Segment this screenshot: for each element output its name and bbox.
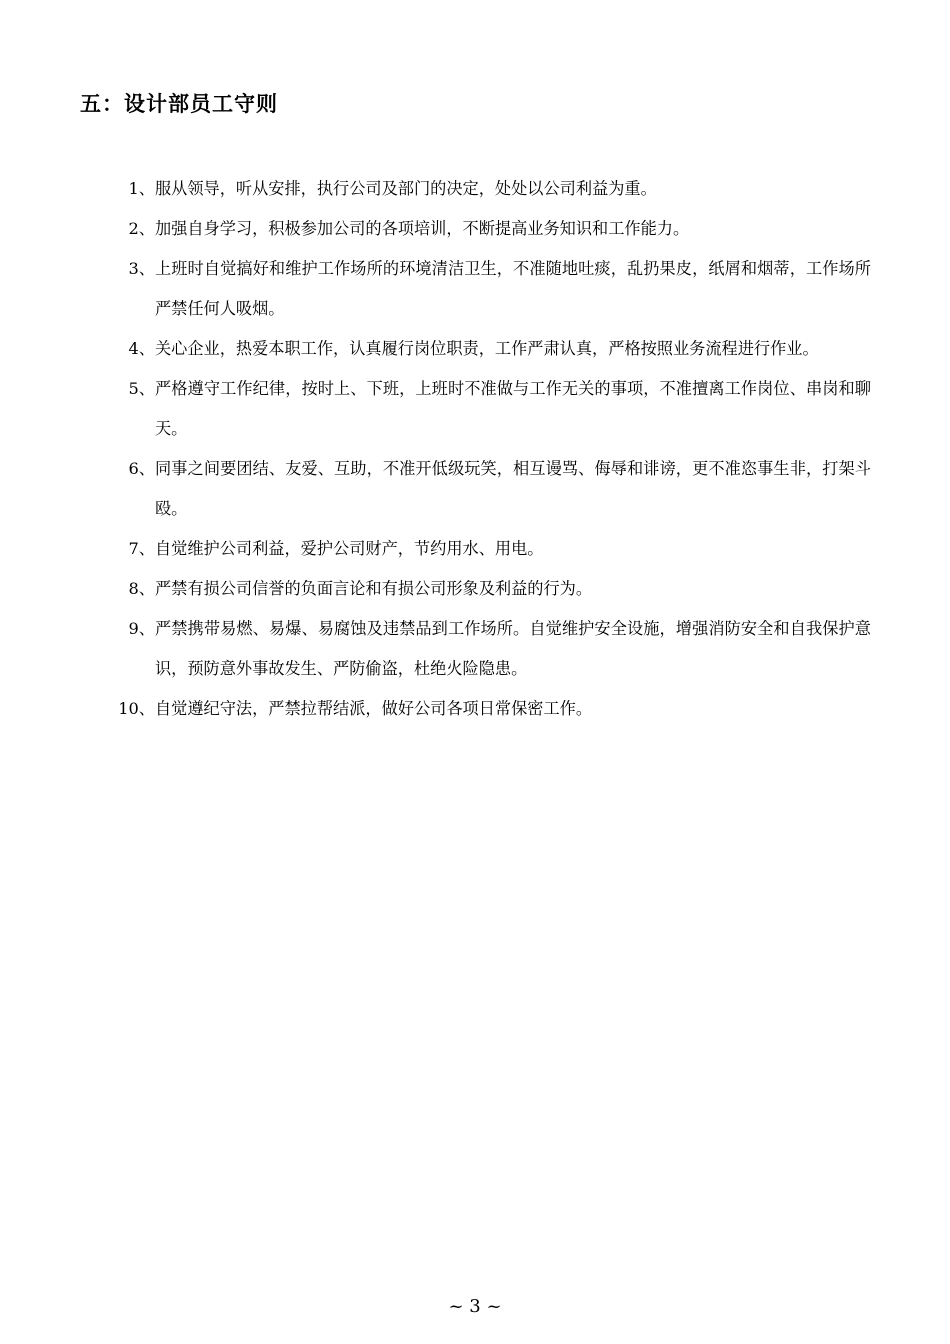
rule-number: 1、 bbox=[128, 179, 155, 198]
rule-number: 3、 bbox=[128, 259, 155, 278]
rules-list bbox=[0, 169, 950, 729]
page-number: ~ 3 ~ bbox=[448, 1296, 502, 1317]
rule-text: 自觉遵纪守法，严禁拉帮结派，做好公司各项日常保密工作。 bbox=[155, 699, 593, 718]
rule-item bbox=[0, 329, 950, 369]
rule-item bbox=[0, 609, 950, 689]
rule-text: 上班时自觉搞好和维护工作场所的环境清洁卫生，不准随地吐痰，乱扔果皮，纸屑和烟蒂，工作场所严禁任何人吸烟。 bbox=[155, 259, 871, 318]
rule-text: 严禁携带易燃、易爆、易腐蚀及违禁品到工作场所。自觉维护安全设施，增强消防安全和自我保护意识，预防意外事故发生、严防偷盗，杜绝火险隐患。 bbox=[155, 619, 871, 678]
rule-item bbox=[0, 529, 950, 569]
rule-item bbox=[0, 689, 950, 729]
rule-item bbox=[0, 209, 950, 249]
rule-text: 加强自身学习，积极参加公司的各项培训，不断提高业务知识和工作能力。 bbox=[155, 219, 690, 238]
rule-text: 严格遵守工作纪律，按时上、下班，上班时不准做与工作无关的事项，不准擅离工作岗位、串岗和聊天。 bbox=[155, 379, 871, 438]
rule-number: 2、 bbox=[128, 219, 155, 238]
rule-item bbox=[0, 569, 950, 609]
rule-number: 7、 bbox=[128, 539, 155, 558]
rule-number: 9、 bbox=[128, 619, 155, 638]
rule-text: 服从领导，听从安排，执行公司及部门的决定，处处以公司利益为重。 bbox=[155, 179, 657, 198]
rule-text: 关心企业，热爱本职工作，认真履行岗位职责，工作严肃认真，严格按照业务流程进行作业。 bbox=[155, 339, 819, 358]
rule-text: 同事之间要团结、友爱、互助，不准开低级玩笑，相互谩骂、侮辱和诽谤，更不准恣事生非，打架斗殴。 bbox=[155, 459, 871, 518]
rule-item bbox=[0, 169, 950, 209]
rule-item bbox=[0, 449, 950, 529]
rule-item bbox=[0, 249, 950, 329]
rule-number: 6、 bbox=[128, 459, 155, 478]
rule-number: 10、 bbox=[118, 699, 155, 718]
section-heading: 五：设计部员工守则 bbox=[80, 92, 278, 116]
rule-text: 自觉维护公司利益，爱护公司财产，节约用水、用电。 bbox=[155, 539, 544, 558]
rule-number: 8、 bbox=[128, 579, 155, 598]
rule-number: 5、 bbox=[128, 379, 155, 398]
rule-item bbox=[0, 369, 950, 449]
rule-text: 严禁有损公司信誉的负面言论和有损公司形象及利益的行为。 bbox=[155, 579, 593, 598]
rule-number: 4、 bbox=[128, 339, 155, 358]
